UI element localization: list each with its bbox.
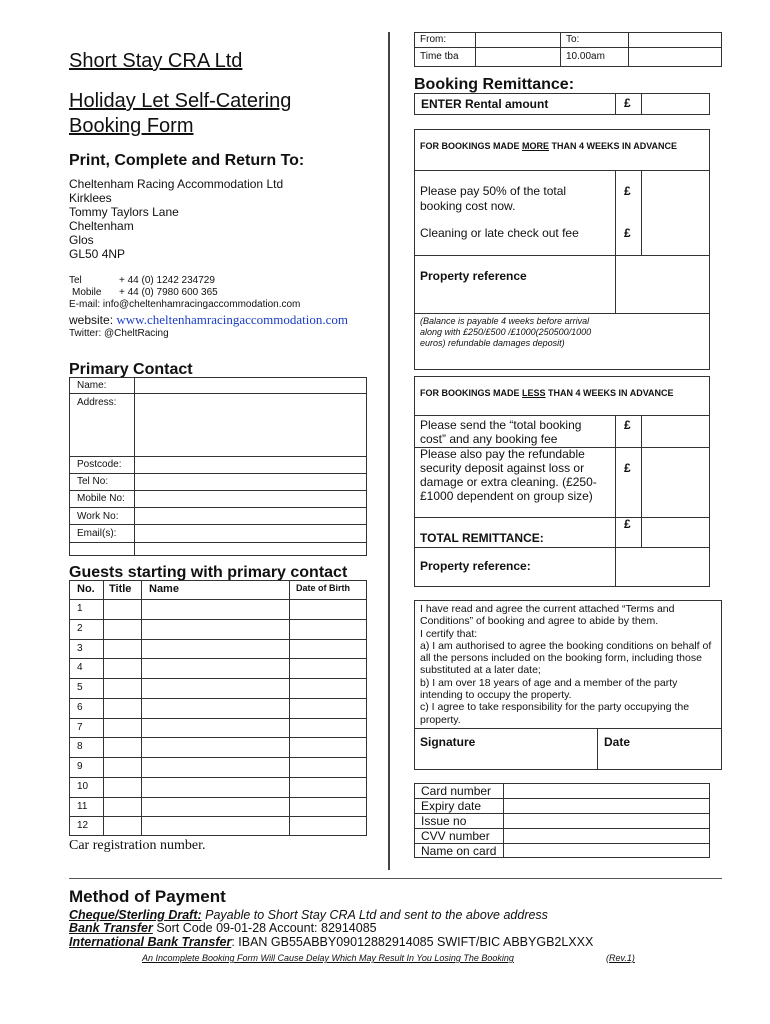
guest-row xyxy=(69,599,367,618)
incomplete-form-warning: An Incomplete Booking Form Will Cause Delay Which May Result In You Losing The Booking xyxy=(142,953,514,963)
send-total-currency: £ xyxy=(624,418,631,432)
to-value[interactable]: 10.00am xyxy=(566,51,605,62)
guest-name-field[interactable] xyxy=(142,719,289,736)
twitter-handle[interactable]: @CheltRacing xyxy=(104,328,169,339)
guest-row-number: 4 xyxy=(77,662,83,673)
guest-row-number: 10 xyxy=(77,781,89,792)
work-no-label: Work No: xyxy=(77,511,119,522)
signature-field[interactable] xyxy=(500,729,596,769)
intl-transfer-line xyxy=(69,935,593,949)
mobile-label: Mobile xyxy=(72,287,102,298)
guest-name-field[interactable] xyxy=(142,798,289,815)
bank-transfer-text: Sort Code 09-01-28 Account: 82914085 xyxy=(152,921,377,935)
guest-title-field[interactable] xyxy=(104,699,141,716)
guests-col-no: No. xyxy=(77,583,95,595)
address-field[interactable] xyxy=(135,394,365,455)
guests-heading: Guests starting with primary contact xyxy=(69,564,348,581)
guest-name-field[interactable] xyxy=(142,817,289,834)
pay-half-currency: £ xyxy=(624,184,631,198)
tel-no-label: Tel No: xyxy=(77,476,109,487)
guest-dob-field[interactable] xyxy=(290,679,366,696)
more-than-heading: FOR BOOKINGS MADE MORE THAN 4 WEEKS IN ADVANCE xyxy=(420,141,678,151)
tel-label: Tel xyxy=(69,275,82,286)
rental-currency: £ xyxy=(624,96,631,110)
name-on-card-field[interactable] xyxy=(504,844,709,857)
twitter-label: Twitter: xyxy=(69,328,102,339)
cheque-text: Payable to Short Stay CRA Ltd and sent to the above address xyxy=(201,908,548,922)
mobile-value: + 44 (0) 7980 600 365 xyxy=(119,287,218,298)
cvv-label: CVV number xyxy=(421,829,490,843)
guest-title-field[interactable] xyxy=(104,738,141,755)
agreement-text xyxy=(420,603,716,726)
guest-title-field[interactable] xyxy=(104,679,141,696)
total-remittance-label: TOTAL REMITTANCE: xyxy=(420,531,544,545)
cheque-line xyxy=(69,908,548,922)
deposit-input[interactable] xyxy=(642,448,709,516)
agreement-paragraph: I have read and agree the current attached “Terms and Conditions” of booking and agree to abide by them. xyxy=(420,603,675,628)
cleaning-fee-text: Cleaning or late check out fee xyxy=(420,226,579,240)
agreement-paragraph: b) I am over 18 years of age and a member of the party intending to occupy the property. xyxy=(420,676,678,702)
email-label: E-mail: xyxy=(69,299,101,310)
guest-row-number: 9 xyxy=(77,761,83,772)
guest-name-field[interactable] xyxy=(142,659,289,676)
form-title-line-1: Holiday Let Self-Catering xyxy=(69,90,292,112)
guest-row xyxy=(69,619,367,638)
cleaning-fee-input[interactable] xyxy=(642,215,709,254)
send-total-text: Please send the “total booking cost” and any booking fee xyxy=(420,418,582,446)
return-heading: Print, Complete and Return To: xyxy=(69,152,305,169)
guest-dob-field[interactable] xyxy=(290,699,366,716)
guest-name-field[interactable] xyxy=(142,778,289,795)
website-label: website: xyxy=(69,313,114,327)
guest-dob-field[interactable] xyxy=(290,600,366,617)
agreement-paragraph: I certify that: xyxy=(420,627,478,640)
deposit-text: Please also pay the refundable security deposit against loss or damage or extra cleaning. (£250-£1000 dependent on group size) xyxy=(420,447,597,503)
guest-row-number: 8 xyxy=(77,741,83,752)
contact-details xyxy=(69,275,389,311)
guest-row xyxy=(69,678,367,697)
guest-row xyxy=(69,658,367,677)
guest-name-field[interactable] xyxy=(142,620,289,637)
signature-label: Signature xyxy=(420,735,476,749)
guest-row-number: 7 xyxy=(77,722,83,733)
address-line: Cheltenham xyxy=(69,219,134,233)
guest-row-number: 2 xyxy=(77,623,83,634)
intl-transfer-label: International Bank Transfer xyxy=(69,935,232,949)
property-reference-input[interactable] xyxy=(616,256,709,312)
card-number-field[interactable] xyxy=(504,784,709,797)
company-name: Short Stay CRA Ltd xyxy=(69,50,243,72)
mobile-no-field[interactable] xyxy=(135,491,365,506)
less-than-heading: FOR BOOKINGS MADE LESS THAN 4 WEEKS IN ADVANCE xyxy=(420,388,674,398)
tel-value: + 44 (0) 1242 234729 xyxy=(119,275,215,286)
pay-half-input[interactable] xyxy=(642,171,709,211)
guest-dob-field[interactable] xyxy=(290,798,366,815)
mobile-no-label: Mobile No: xyxy=(77,493,125,504)
cheque-label: Cheque/Sterling Draft: xyxy=(69,908,202,922)
remittance-heading: Booking Remittance: xyxy=(414,76,575,93)
website-line xyxy=(69,312,348,328)
less-property-reference-input[interactable] xyxy=(616,548,709,586)
expiry-date-label: Expiry date xyxy=(421,799,482,813)
agreement-paragraph: c) I agree to take responsibility for the party occupying the property. xyxy=(420,701,690,726)
guest-row xyxy=(69,797,367,816)
car-registration-label: Car registration number. xyxy=(69,838,206,853)
guest-title-field[interactable] xyxy=(104,620,141,637)
guest-row-number: 5 xyxy=(77,682,83,693)
guest-row xyxy=(69,718,367,737)
work-no-field[interactable] xyxy=(135,508,365,523)
card-number-label: Card number xyxy=(421,784,492,798)
guest-row-number: 3 xyxy=(77,643,83,654)
guest-title-field[interactable] xyxy=(104,719,141,736)
postcode-field[interactable] xyxy=(135,457,365,472)
twitter-line xyxy=(69,328,169,340)
name-label: Name: xyxy=(77,380,107,391)
to-label: To: xyxy=(566,34,580,45)
guest-row xyxy=(69,639,367,658)
date-label: Date xyxy=(604,735,631,749)
guest-row-number: 1 xyxy=(77,603,83,614)
revision-label: (Rev.1) xyxy=(606,953,635,963)
guest-row xyxy=(69,737,367,756)
balance-note: (Balance is payable 4 weeks before arrival along with £250/£500 /£1000(250500/1000 euros) refundable damages deposit) xyxy=(420,316,592,348)
intl-transfer-text: : IBAN GB55ABBY09012882914085 SWIFT/BIC ABBYGB2LXXX xyxy=(231,935,594,949)
guest-title-field[interactable] xyxy=(104,640,141,657)
guest-dob-field[interactable] xyxy=(290,719,366,736)
guest-row xyxy=(69,777,367,796)
issue-no-label: Issue no xyxy=(421,814,467,828)
payment-heading: Method of Payment xyxy=(69,887,226,906)
guest-dob-field[interactable] xyxy=(290,758,366,775)
address-line: GL50 4NP xyxy=(69,247,126,261)
bank-transfer-line xyxy=(69,921,377,935)
guest-row-number: 11 xyxy=(77,801,88,812)
section-divider xyxy=(69,878,722,879)
email-value[interactable]: info@cheltenhamracingaccommodation.com xyxy=(102,299,301,310)
guest-title-field[interactable] xyxy=(104,778,141,795)
less-property-reference-label: Property reference: xyxy=(420,559,531,573)
cvv-field[interactable] xyxy=(504,829,709,842)
address-line: Glos xyxy=(69,233,94,247)
guest-row xyxy=(69,816,367,835)
guest-name-field[interactable] xyxy=(142,758,289,775)
guest-name-field[interactable] xyxy=(142,699,289,716)
name-field[interactable] xyxy=(135,378,365,392)
send-total-input[interactable] xyxy=(642,416,709,446)
primary-contact-heading: Primary Contact xyxy=(69,361,193,378)
guest-dob-field[interactable] xyxy=(290,738,366,755)
guest-dob-field[interactable] xyxy=(290,778,366,795)
pay-half-text: Please pay 50% of the total booking cost now. xyxy=(420,184,567,213)
guest-dob-field[interactable] xyxy=(290,620,366,637)
issue-no-field[interactable] xyxy=(504,814,709,827)
address-line: Kirklees xyxy=(69,191,112,205)
column-divider xyxy=(388,32,390,870)
guest-row-number: 12 xyxy=(77,820,89,831)
guest-dob-field[interactable] xyxy=(290,640,366,657)
guest-title-field[interactable] xyxy=(104,817,141,834)
emails-field[interactable] xyxy=(135,525,365,555)
form-title xyxy=(69,89,291,139)
guest-title-field[interactable] xyxy=(104,659,141,676)
rental-amount-label: ENTER Rental amount xyxy=(421,97,549,111)
guest-title-field[interactable] xyxy=(104,600,141,617)
guest-name-field[interactable] xyxy=(142,679,289,696)
website-link[interactable]: www.cheltenhamracingaccommodation.com xyxy=(116,312,349,327)
cleaning-fee-currency: £ xyxy=(624,226,631,240)
address-label: Address: xyxy=(77,397,117,408)
total-remittance-input[interactable] xyxy=(642,518,709,546)
guest-dob-field[interactable] xyxy=(290,817,366,834)
guest-title-field[interactable] xyxy=(104,798,141,815)
guests-col-dob: Date of Birth xyxy=(296,583,350,593)
guest-row xyxy=(69,757,367,776)
agreement-paragraph: a) I am authorised to agree the booking conditions on behalf of all the persons included on the booking form, including those substituted at a later date; xyxy=(420,639,712,677)
form-title-line-2: Booking Form xyxy=(69,115,194,137)
address-line: Tommy Taylors Lane xyxy=(69,205,179,219)
guests-col-title: Title xyxy=(109,583,132,595)
guest-name-field[interactable] xyxy=(142,738,289,755)
tel-no-field[interactable] xyxy=(135,474,365,489)
guest-name-field[interactable] xyxy=(142,600,289,617)
guest-dob-field[interactable] xyxy=(290,659,366,676)
date-field[interactable] xyxy=(640,729,721,769)
from-label: From: xyxy=(420,34,447,45)
name-on-card-label: Name on card xyxy=(421,844,497,858)
guest-title-field[interactable] xyxy=(104,758,141,775)
from-value[interactable]: Time tba xyxy=(420,51,459,62)
rental-amount-input[interactable] xyxy=(642,94,709,114)
postcode-label: Postcode: xyxy=(77,459,122,470)
total-remittance-currency: £ xyxy=(624,517,631,531)
address-line: Cheltenham Racing Accommodation Ltd xyxy=(69,177,284,191)
bank-transfer-label: Bank Transfer xyxy=(69,921,153,935)
return-address xyxy=(69,177,283,261)
property-reference-label: Property reference xyxy=(420,269,527,283)
guest-name-field[interactable] xyxy=(142,640,289,657)
deposit-currency: £ xyxy=(624,461,631,475)
guest-row-number: 6 xyxy=(77,702,83,713)
guests-col-name: Name xyxy=(149,583,179,595)
emails-label: Email(s): xyxy=(77,528,117,539)
guest-row xyxy=(69,698,367,717)
expiry-date-field[interactable] xyxy=(504,799,709,812)
